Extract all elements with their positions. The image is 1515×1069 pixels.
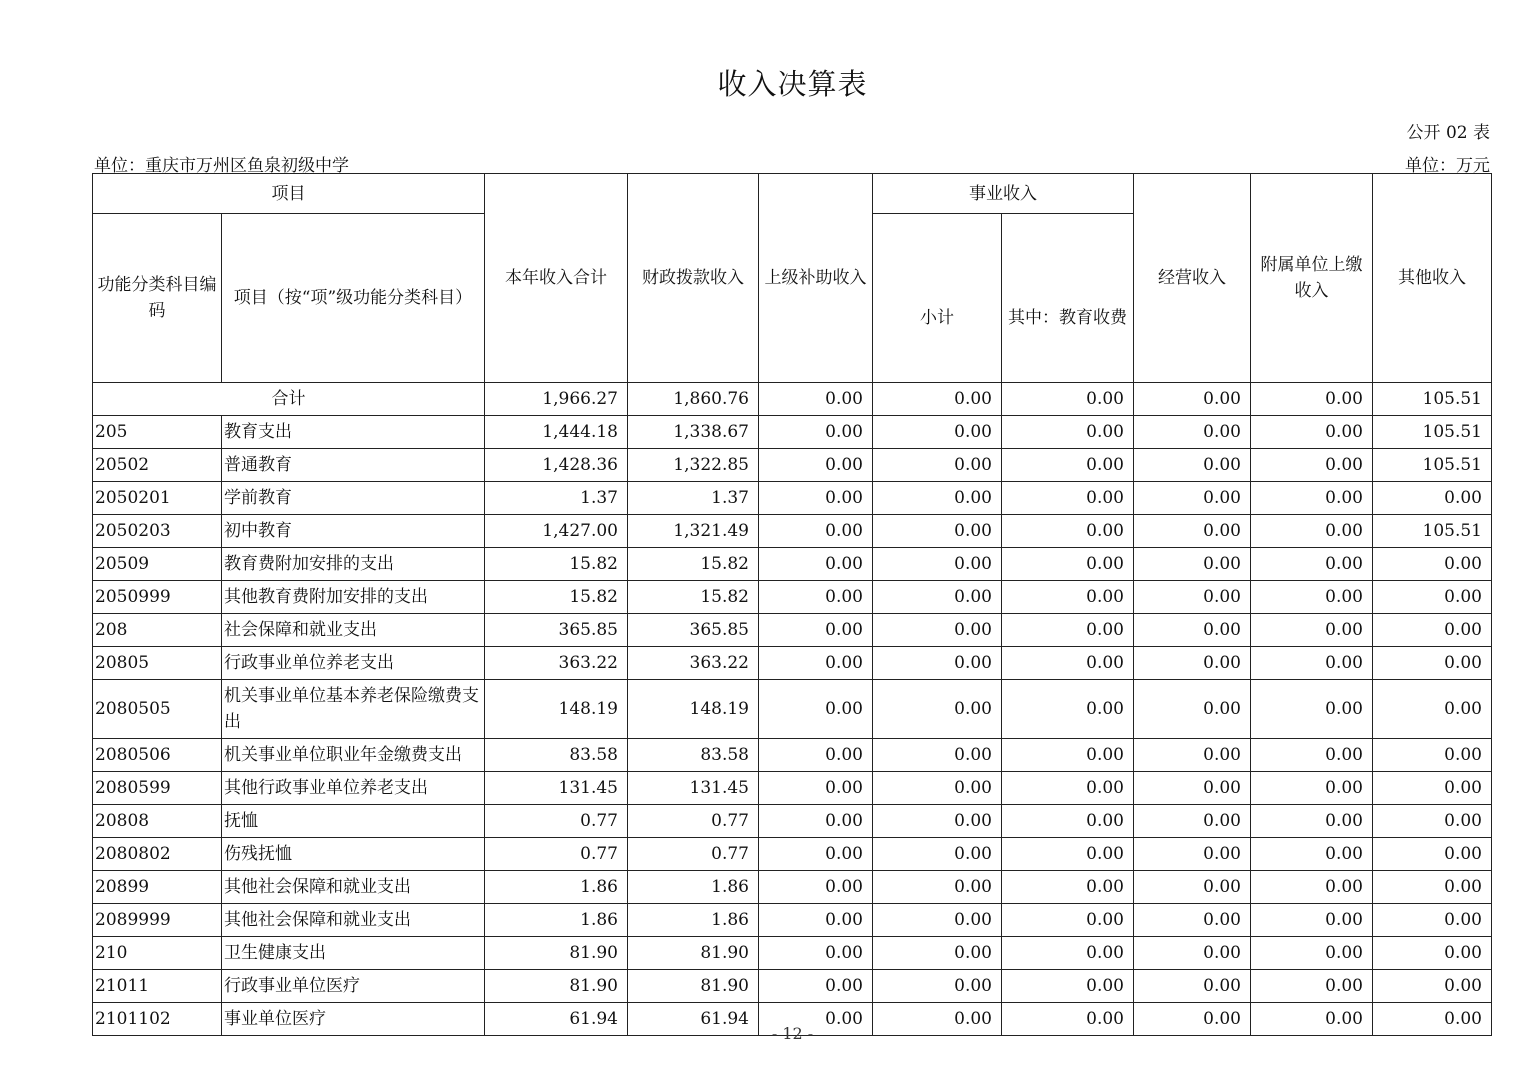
row-value: 0.00 (873, 937, 1002, 970)
total-value: 105.51 (1373, 383, 1492, 416)
row-value: 0.00 (1251, 772, 1373, 805)
row-value: 0.00 (1002, 871, 1134, 904)
row-value: 1.37 (628, 482, 759, 515)
row-value: 0.00 (1251, 449, 1373, 482)
row-name: 社会保障和就业支出 (222, 614, 485, 647)
row-value: 0.00 (873, 581, 1002, 614)
total-value: 0.00 (1134, 383, 1251, 416)
row-name: 学前教育 (222, 482, 485, 515)
row-value: 0.00 (1134, 482, 1251, 515)
row-value: 0.00 (1251, 805, 1373, 838)
row-value: 0.00 (1134, 1003, 1251, 1036)
row-code: 20509 (93, 548, 222, 581)
row-value: 0.00 (1373, 647, 1492, 680)
row-value: 0.00 (759, 680, 873, 739)
row-value: 0.00 (1134, 739, 1251, 772)
row-value: 0.00 (1373, 581, 1492, 614)
income-table (92, 173, 1492, 1036)
row-value: 61.94 (485, 1003, 628, 1036)
row-code: 2101102 (93, 1003, 222, 1036)
row-value: 0.00 (759, 1003, 873, 1036)
row-value: 131.45 (485, 772, 628, 805)
row-value: 363.22 (628, 647, 759, 680)
row-code: 205 (93, 416, 222, 449)
row-name: 其他教育费附加安排的支出 (222, 581, 485, 614)
row-value: 83.58 (485, 739, 628, 772)
header-operating: 经营收入 (1134, 174, 1251, 383)
row-code: 2080506 (93, 739, 222, 772)
row-value: 0.00 (759, 548, 873, 581)
row-code: 20808 (93, 805, 222, 838)
header-total: 本年收入合计 (485, 174, 628, 383)
organization-unit: 单位：重庆市万州区鱼泉初级中学 (94, 156, 349, 176)
row-value: 0.00 (1251, 416, 1373, 449)
row-value: 0.00 (1134, 515, 1251, 548)
row-value: 0.00 (1373, 1003, 1492, 1036)
row-value: 0.00 (1251, 970, 1373, 1003)
total-value: 0.00 (759, 383, 873, 416)
row-value: 105.51 (1373, 416, 1492, 449)
row-value: 0.00 (759, 449, 873, 482)
row-value: 0.00 (1134, 647, 1251, 680)
row-value: 0.00 (759, 970, 873, 1003)
row-value: 0.00 (759, 647, 873, 680)
row-name: 行政事业单位医疗 (222, 970, 485, 1003)
row-value: 1,322.85 (628, 449, 759, 482)
row-value: 1.86 (628, 871, 759, 904)
row-value: 0.00 (1134, 581, 1251, 614)
row-value: 0.00 (759, 772, 873, 805)
row-value: 0.00 (1134, 614, 1251, 647)
row-name: 抚恤 (222, 805, 485, 838)
row-value: 81.90 (628, 970, 759, 1003)
row-value: 0.00 (1002, 772, 1134, 805)
row-name: 其他社会保障和就业支出 (222, 904, 485, 937)
row-value: 0.00 (1251, 515, 1373, 548)
row-value: 0.00 (873, 482, 1002, 515)
header-subtotal: 小计 (873, 214, 1002, 383)
row-value: 81.90 (485, 970, 628, 1003)
header-code: 功能分类科目编码 (93, 214, 222, 383)
row-value: 1.86 (485, 904, 628, 937)
table-row (93, 805, 1492, 838)
row-value: 0.00 (759, 416, 873, 449)
row-value: 0.00 (1251, 680, 1373, 739)
row-value: 0.77 (485, 805, 628, 838)
row-value: 0.00 (759, 937, 873, 970)
row-value: 0.00 (759, 739, 873, 772)
row-value: 0.00 (1251, 871, 1373, 904)
row-value: 0.00 (1251, 937, 1373, 970)
total-label: 合计 (93, 383, 485, 416)
row-value: 0.00 (1002, 647, 1134, 680)
row-name: 事业单位医疗 (222, 1003, 485, 1036)
row-value: 1,321.49 (628, 515, 759, 548)
row-value: 0.00 (1134, 970, 1251, 1003)
row-value: 0.00 (1251, 614, 1373, 647)
row-value: 0.00 (873, 904, 1002, 937)
total-value: 1,966.27 (485, 383, 628, 416)
row-value: 0.00 (759, 904, 873, 937)
row-value: 0.00 (873, 416, 1002, 449)
row-value: 0.00 (1134, 871, 1251, 904)
row-value: 0.00 (1251, 838, 1373, 871)
page-title: 收入决算表 (717, 67, 868, 101)
row-value: 0.00 (873, 515, 1002, 548)
row-name: 教育费附加安排的支出 (222, 548, 485, 581)
header-affiliated: 附属单位上缴收入 (1251, 174, 1373, 383)
row-value: 0.00 (1134, 449, 1251, 482)
row-name: 教育支出 (222, 416, 485, 449)
row-value: 1,428.36 (485, 449, 628, 482)
total-value: 1,860.76 (628, 383, 759, 416)
row-value: 0.00 (873, 838, 1002, 871)
row-value: 0.00 (1134, 416, 1251, 449)
row-value: 0.00 (1251, 482, 1373, 515)
row-code: 2050201 (93, 482, 222, 515)
row-value: 0.00 (1134, 904, 1251, 937)
table-row (93, 416, 1492, 449)
row-value: 0.77 (485, 838, 628, 871)
total-value: 0.00 (873, 383, 1002, 416)
row-code: 210 (93, 937, 222, 970)
total-row (93, 383, 1492, 416)
currency-unit: 单位：万元 (1405, 156, 1490, 176)
row-value: 0.00 (1373, 937, 1492, 970)
row-name: 机关事业单位基本养老保险缴费支出 (222, 680, 485, 739)
row-code: 2050999 (93, 581, 222, 614)
table-row (93, 581, 1492, 614)
row-code: 2080599 (93, 772, 222, 805)
row-value: 0.00 (1373, 482, 1492, 515)
row-value: 0.00 (1373, 772, 1492, 805)
row-value: 0.00 (1002, 838, 1134, 871)
row-value: 0.00 (873, 449, 1002, 482)
row-name: 机关事业单位职业年金缴费支出 (222, 739, 485, 772)
row-value: 0.00 (1134, 838, 1251, 871)
row-value: 15.82 (628, 548, 759, 581)
row-value: 1.86 (485, 871, 628, 904)
row-value: 0.00 (1134, 548, 1251, 581)
row-value: 0.00 (873, 805, 1002, 838)
table-row (93, 871, 1492, 904)
header-name: 项目（按“项”级功能分类科目） (222, 214, 485, 383)
table-row (93, 482, 1492, 515)
row-value: 0.00 (759, 805, 873, 838)
row-value: 83.58 (628, 739, 759, 772)
row-value: 0.00 (1134, 772, 1251, 805)
row-code: 2089999 (93, 904, 222, 937)
row-value: 0.00 (759, 838, 873, 871)
row-value: 0.00 (1373, 970, 1492, 1003)
header-row-top (93, 174, 1492, 214)
row-name: 行政事业单位养老支出 (222, 647, 485, 680)
header-project: 项目 (93, 174, 485, 214)
row-value: 15.82 (485, 581, 628, 614)
row-value: 0.00 (1002, 515, 1134, 548)
total-value: 0.00 (1251, 383, 1373, 416)
row-value: 1,427.00 (485, 515, 628, 548)
row-value: 365.85 (485, 614, 628, 647)
row-value: 0.00 (1002, 614, 1134, 647)
row-value: 0.00 (1002, 449, 1134, 482)
row-value: 0.77 (628, 805, 759, 838)
header-business: 事业收入 (873, 174, 1134, 214)
header-superior: 上级补助收入 (759, 174, 873, 383)
table-row (93, 937, 1492, 970)
row-value: 0.77 (628, 838, 759, 871)
row-value: 0.00 (1002, 805, 1134, 838)
row-value: 0.00 (1373, 548, 1492, 581)
table-row (93, 680, 1492, 739)
row-value: 1,444.18 (485, 416, 628, 449)
row-name: 卫生健康支出 (222, 937, 485, 970)
row-value: 0.00 (1373, 838, 1492, 871)
form-number: 公开 02 表 (1406, 123, 1490, 143)
row-name: 伤残抚恤 (222, 838, 485, 871)
table-row (93, 647, 1492, 680)
row-value: 0.00 (759, 871, 873, 904)
row-value: 0.00 (1002, 1003, 1134, 1036)
row-value: 1.86 (628, 904, 759, 937)
table-row (93, 838, 1492, 871)
row-value: 365.85 (628, 614, 759, 647)
row-value: 0.00 (759, 581, 873, 614)
row-value: 0.00 (1251, 581, 1373, 614)
row-value: 105.51 (1373, 515, 1492, 548)
row-value: 81.90 (485, 937, 628, 970)
row-value: 131.45 (628, 772, 759, 805)
row-value: 363.22 (485, 647, 628, 680)
row-value: 0.00 (1002, 739, 1134, 772)
row-value: 0.00 (1134, 937, 1251, 970)
table-row (93, 739, 1492, 772)
row-value: 0.00 (1251, 1003, 1373, 1036)
row-code: 2080505 (93, 680, 222, 739)
row-value: 0.00 (1002, 904, 1134, 937)
row-value: 0.00 (873, 970, 1002, 1003)
row-name: 初中教育 (222, 515, 485, 548)
table-row (93, 548, 1492, 581)
row-value: 0.00 (1002, 970, 1134, 1003)
row-value: 0.00 (1002, 937, 1134, 970)
row-code: 20899 (93, 871, 222, 904)
row-value: 0.00 (1373, 739, 1492, 772)
row-value: 0.00 (1373, 904, 1492, 937)
row-value: 0.00 (759, 515, 873, 548)
row-value: 1,338.67 (628, 416, 759, 449)
table-row (93, 515, 1492, 548)
table-row (93, 904, 1492, 937)
page-number: - 12 - (771, 1024, 814, 1043)
row-value: 0.00 (1002, 416, 1134, 449)
row-value: 0.00 (1373, 805, 1492, 838)
row-code: 21011 (93, 970, 222, 1003)
row-code: 20805 (93, 647, 222, 680)
table-row (93, 772, 1492, 805)
total-value: 0.00 (1002, 383, 1134, 416)
row-value: 0.00 (1134, 680, 1251, 739)
row-value: 105.51 (1373, 449, 1492, 482)
row-value: 0.00 (873, 680, 1002, 739)
row-value: 0.00 (1251, 904, 1373, 937)
row-value: 0.00 (1373, 680, 1492, 739)
row-value: 0.00 (873, 772, 1002, 805)
header-fiscal: 财政拨款收入 (628, 174, 759, 383)
row-value: 0.00 (1251, 548, 1373, 581)
row-value: 0.00 (873, 1003, 1002, 1036)
row-code: 20502 (93, 449, 222, 482)
row-name: 其他社会保障和就业支出 (222, 871, 485, 904)
table-row (93, 970, 1492, 1003)
row-value: 0.00 (873, 739, 1002, 772)
row-value: 0.00 (1251, 647, 1373, 680)
row-value: 15.82 (628, 581, 759, 614)
row-value: 0.00 (1373, 614, 1492, 647)
row-value: 61.94 (628, 1003, 759, 1036)
row-value: 0.00 (873, 614, 1002, 647)
row-value: 148.19 (628, 680, 759, 739)
row-value: 148.19 (485, 680, 628, 739)
row-value: 0.00 (1002, 581, 1134, 614)
row-name: 其他行政事业单位养老支出 (222, 772, 485, 805)
row-value: 0.00 (873, 548, 1002, 581)
row-value: 0.00 (1373, 871, 1492, 904)
row-value: 0.00 (759, 482, 873, 515)
header-other: 其他收入 (1373, 174, 1492, 383)
row-value: 15.82 (485, 548, 628, 581)
row-code: 208 (93, 614, 222, 647)
row-name: 普通教育 (222, 449, 485, 482)
row-value: 0.00 (1002, 482, 1134, 515)
row-code: 2080802 (93, 838, 222, 871)
row-value: 0.00 (1002, 548, 1134, 581)
header-edu-fee: 其中：教育收费 (1002, 214, 1134, 383)
row-value: 1.37 (485, 482, 628, 515)
table-row (93, 614, 1492, 647)
row-value: 0.00 (1251, 739, 1373, 772)
row-value: 0.00 (759, 614, 873, 647)
row-value: 0.00 (1002, 680, 1134, 739)
table-row (93, 449, 1492, 482)
row-value: 0.00 (873, 647, 1002, 680)
row-value: 0.00 (873, 871, 1002, 904)
row-value: 0.00 (1134, 805, 1251, 838)
row-value: 81.90 (628, 937, 759, 970)
row-code: 2050203 (93, 515, 222, 548)
